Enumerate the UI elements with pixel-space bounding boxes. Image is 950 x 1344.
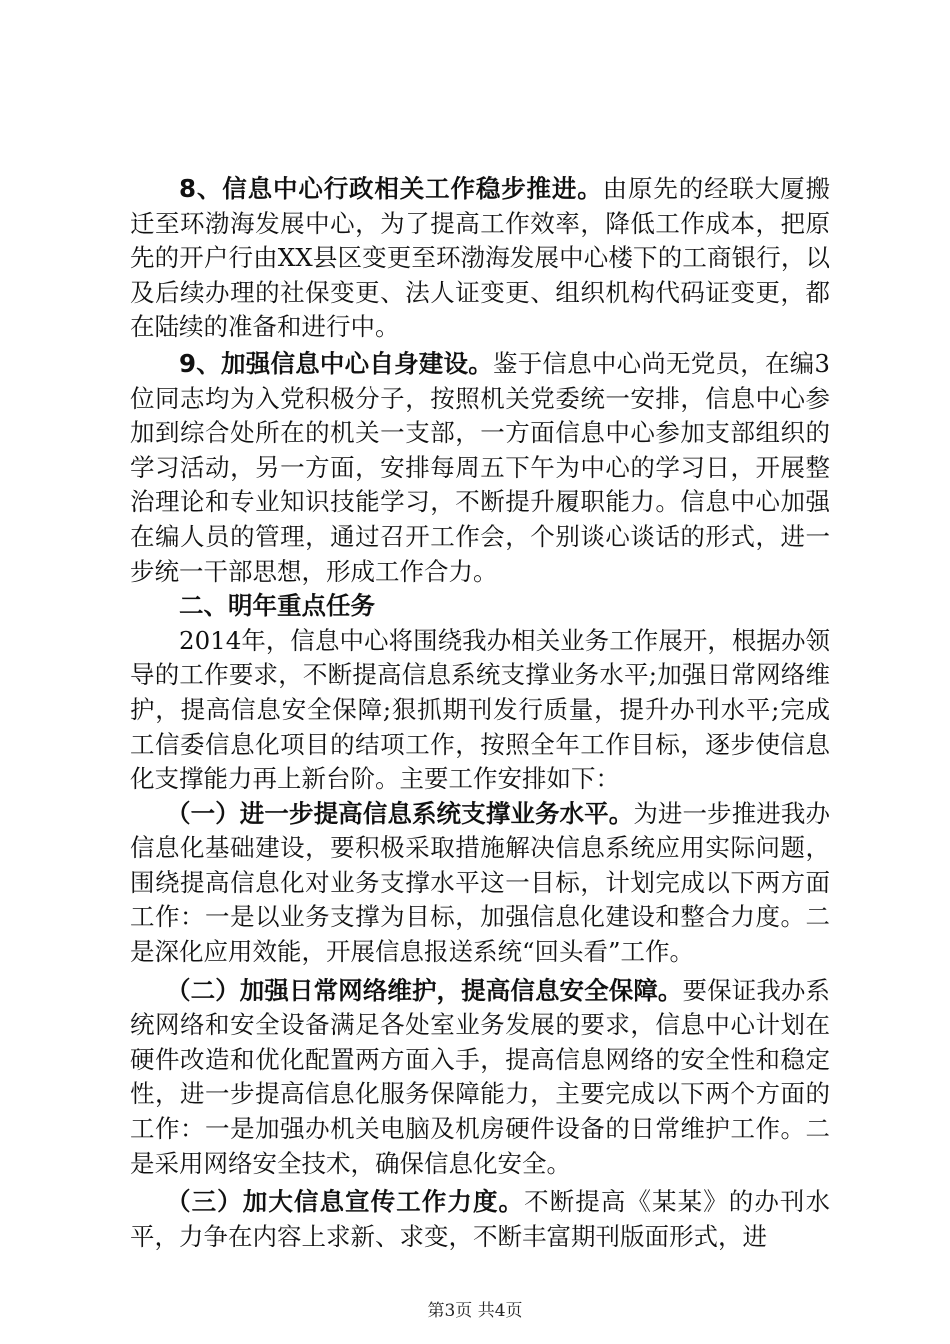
section-two-heading: 二、明年重点任务 [179,591,375,621]
task-one-text: 为进一步推进我办信息化基础建设，要积极采取措施解决信息系统应用实际问题，围绕提高信息化对业务支撑水平这一目标，计划完成以下两方面工作：一是以业务支撑为目标，加强信息化建设和整合力度。二是深化应用效能，开展信息报送系统“回头看”工作。 [130,798,831,967]
task-one [130,797,830,970]
paragraph-2014-intro [130,624,830,797]
paragraph-8-heading: 8、信息中心行政相关工作稳步推进。 [179,174,603,203]
task-two [130,974,830,1182]
task-three [130,1185,830,1254]
task-two-heading: （二）加强日常网络维护，提高信息安全保障。 [166,975,683,1005]
task-two-text: 要保证我办系统网络和安全设备满足各处室业务发展的要求，信息中心计划在硬件改造和优化配置两方面入手，提高信息网络的安全性和稳定性，进一步提高信息化服务保障能力，主要完成以下两个方面的工作：一是加强办机关电脑及机房硬件设备的日常维护工作。二是采用网络安全技术，确保信息化安全。 [130,975,831,1178]
paragraph-9-text: 鉴于信息中心尚无党员，在编3位同志均为入党积极分子，按照机关党委统一安排，信息中心参加到综合处所在的机关一支部，一方面信息中心参加支部组织的学习活动，另一方面，安排每周五下午为中心的学习日，开展整治理论和专业知识技能学习，不断提升履职能力。信息中心加强在编人员的管理，通过召开工作会，个别谈心谈话的形式，进一步统一干部思想，形成工作合力。 [130,348,831,586]
paragraph-2014-intro-text: 2014年，信息中心将围绕我办相关业务工作展开，根据办领导的工作要求，不断提高信息系统支撑业务水平;加强日常网络维护，提高信息安全保障;狠抓期刊发行质量，提升办刊水平;完成工信委信息化项目的结项工作，按照全年工作目标，逐步使信息化支撑能力再上新台阶。主要工作安排如下： [130,625,830,794]
paragraph-8 [130,172,830,345]
section-two-title [130,589,830,624]
task-three-heading: （三）加大信息宣传工作力度。 [166,1187,525,1217]
paragraph-8-text: 由原先的经联大厦搬迁至环渤海发展中心，为了提高工作效率，降低工作成本，把原先的开户行由XX县区变更至环渤海发展中心楼下的工商银行，以及后续办理的社保变更、法人证变更、组织机构代码证变更，都在陆续的准备和进行中。 [130,174,831,342]
task-one-heading: （一）进一步提高信息系统支撑业务水平。 [166,798,634,828]
page-footer: 第3页 共4页 [427,1301,523,1321]
paragraph-9-heading: 9、加强信息中心自身建设。 [179,348,493,378]
document-body [130,172,830,1254]
paragraph-9 [130,347,830,589]
task-three-text: 不断提高《某某》的办刊水平，力争在内容上求新、求变，不断丰富期刊版面形式，进 [130,1187,831,1251]
